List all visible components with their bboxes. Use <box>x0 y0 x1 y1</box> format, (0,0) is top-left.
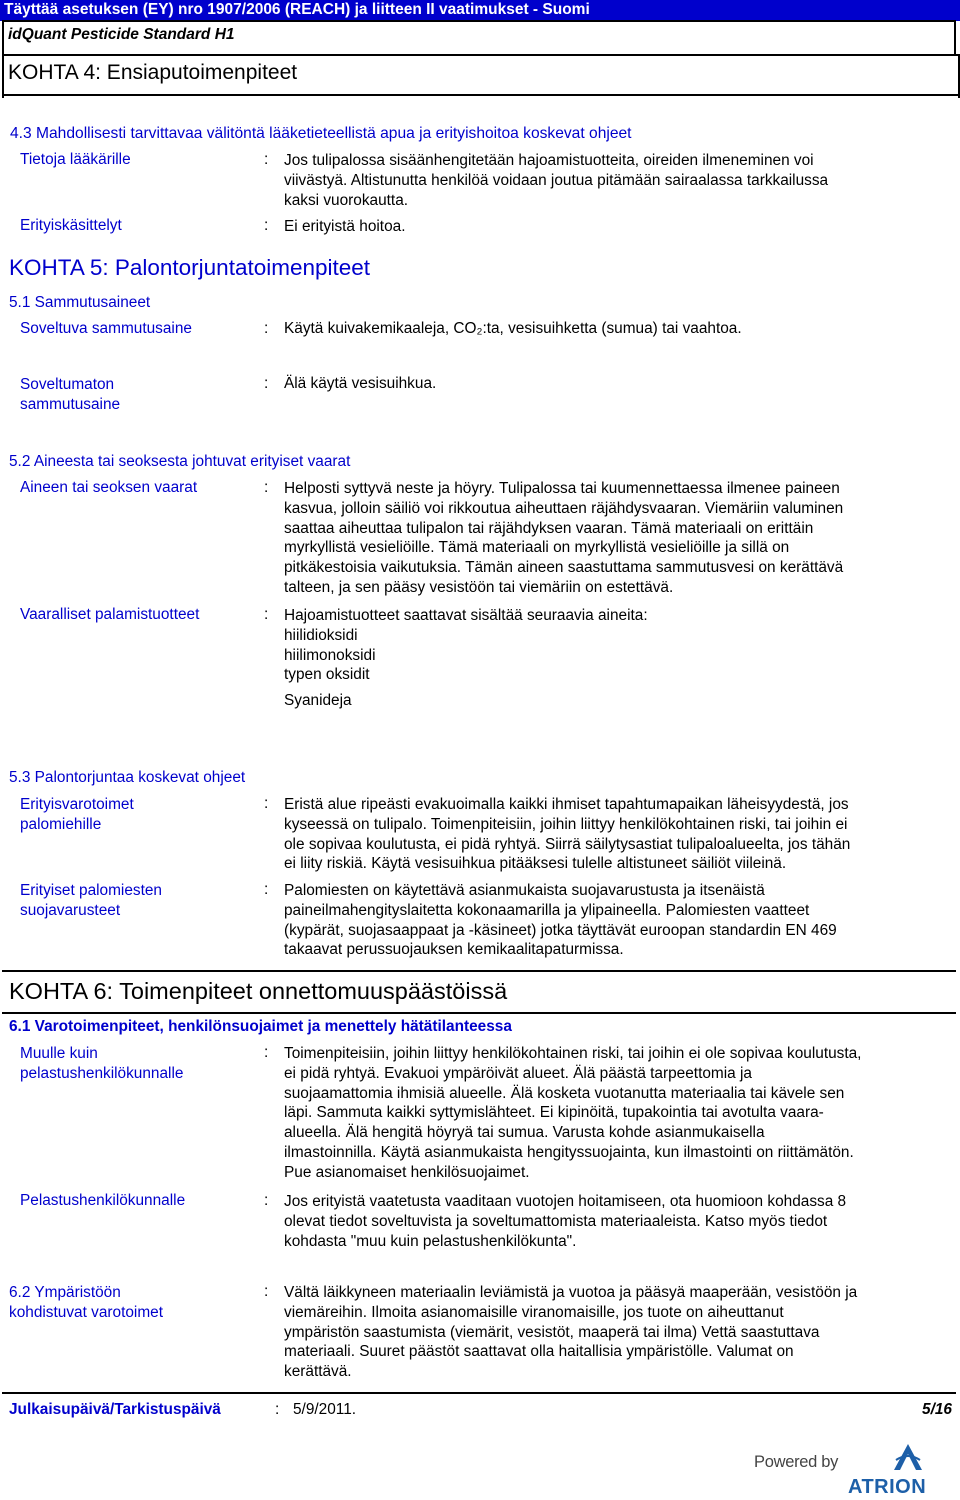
text-line: Pue asianomaiset henkilösuojaimet. <box>284 1163 530 1181</box>
hazards-label: Aineen tai seoksen vaarat <box>20 479 198 496</box>
text-line: Jos tulipalossa sisäänhengitetään hajoamistuotteita, oireiden ilmeneminen voi <box>284 152 814 169</box>
text-line: viemäreihin. Ilmoita asianomaisille viranomaisille, jos tuote on aiheuttanut <box>284 1303 784 1321</box>
label-line: palomiehille <box>20 815 102 833</box>
text-line: Toimenpiteisiin, joihin liittyy henkilökohtainen riski, tai joihin ei ole sopivaa koulutusta, <box>284 1045 862 1062</box>
specific-treatment-label: Erityiskäsittelyt <box>20 217 122 234</box>
text-line: Jos erityistä vaatetusta vaaditaan vuotojen hoitamiseen, ota huomioon kohdassa 8 <box>284 1193 847 1210</box>
text-line: Ei erityistä hoitoa. <box>284 218 406 235</box>
specific-treatment-colon: : <box>264 217 269 234</box>
text-line: kyseessä on tulipalo. Toimenpiteisiin, joihin liittyy henkilökohtainen riski, tai joihin ei <box>284 815 848 833</box>
text-line: myrkyllistä vesieliöille. Tämä materiaali on myrkyllistä vesieliöille ja sillä on <box>284 539 790 557</box>
text-line: kohdasta "muu kuin pelastushenkilökunta". <box>284 1232 577 1250</box>
footer-colon: : <box>275 1401 280 1418</box>
text-line: typen oksidit <box>284 666 370 684</box>
text-line: talteen, ja sen pääsy vesistöön tai viemäriin on estettävä. <box>284 578 674 596</box>
label-line: 6.2 Ympäristöön <box>9 1284 121 1301</box>
brand-name: ATRION <box>848 1476 927 1498</box>
firefighter-ppe-value <box>284 881 954 960</box>
label-line: kohdistuvat varotoimet <box>9 1303 163 1321</box>
text-line: alueella. Älä hengitä höyryä tai sumua. Varusta kohde asianmukaisella <box>284 1124 765 1142</box>
powered-by-label: Powered by <box>754 1453 839 1471</box>
text-line: ympäristön saastumista (viemärit, vesistöt, maaperä tai ilma) Vettä saastuttava <box>284 1323 820 1341</box>
regulation-header: Täyttää asetuksen (EY) nro 1907/2006 (REACH) ja liitteen II vaatimukset - Suomi <box>4 1 590 18</box>
text-line: pitkäkestoisia vaikutuksia. Tämän aineen saastuttama sammutusvesi on kerättävä <box>284 559 844 577</box>
environmental-label <box>9 1283 163 1323</box>
unsuitable-media-colon: : <box>264 375 269 392</box>
environmental-value <box>284 1283 954 1382</box>
combustion-value <box>284 606 954 685</box>
text-line: Eristä alue ripeästi evakuoimalla kaikki ihmiset tapahtumapaikan läheisyydestä, jos <box>284 796 849 813</box>
emergency-responders-colon: : <box>264 1192 269 1209</box>
firefighter-precautions-colon: : <box>264 795 269 812</box>
product-name: idQuant Pesticide Standard H1 <box>8 26 235 43</box>
suitable-media-colon: : <box>264 320 269 337</box>
emergency-responders-value <box>284 1192 954 1251</box>
section5-title: KOHTA 5: Palontorjuntatoimenpiteet <box>9 255 371 280</box>
text-line: ilmastoinnilla. Käytä asianmukaista hengityssuojainta, kun ilmastointi on riittämätön. <box>284 1143 854 1161</box>
non-emergency-value <box>284 1044 954 1183</box>
section6-sub1: 6.1 Varotoimenpiteet, henkilönsuojaimet ja menettely hätätilanteessa <box>9 1018 512 1035</box>
section5-sub3: 5.3 Palontorjuntaa koskevat ohjeet <box>9 769 246 786</box>
footer-page: 5/16 <box>922 1401 952 1418</box>
text-line: suojaamattomia ihmisiä alueelle. Älä kosketa vuotanutta materiaalia tai kävele sen <box>284 1084 845 1102</box>
label-line: pelastushenkilökunnalle <box>20 1064 184 1082</box>
text-line: läpi. Sammuta kaikki syttymislähteet. Ei kipinöitä, tupakointia tai avotulta vaara- <box>284 1104 824 1122</box>
combustion-colon: : <box>264 606 269 623</box>
non-emergency-label <box>20 1044 183 1084</box>
section4-title: KOHTA 4: Ensiaputoimenpiteet <box>8 61 298 84</box>
firefighter-ppe-label <box>20 881 162 921</box>
text-line: Vältä läikkyneen materiaalin leviämistä ja vuotoa ja pääsyä maaperään, vesistöön ja <box>284 1284 858 1301</box>
text-line: viivästyä. Altistunutta henkilöä voidaan joutua pitämään sairaalassa tarkkailussa <box>284 171 829 189</box>
footer-date: 5/9/2011. <box>293 1401 357 1418</box>
physician-notes-label: Tietoja lääkärille <box>20 151 131 168</box>
physician-notes-colon: : <box>264 151 269 168</box>
text-line: Helposti syttyvä neste ja höyry. Tulipalossa tai kuumennettaessa ilmenee paineen <box>284 480 840 497</box>
section6-title: KOHTA 6: Toimenpiteet onnettomuuspäästöissä <box>9 978 508 1004</box>
suitable-media-value: Käytä kuivakemikaaleja, CO₂:ta, vesisuihketta (sumua) tai vaahtoa. <box>284 320 742 337</box>
physician-notes-value <box>284 151 954 210</box>
label-line: Erityisvarotoimet <box>20 796 134 813</box>
text-line: saattaa aiheuttaa tulipalon tai räjähdyksen vaaran. Tämä materiaali on erittäin <box>284 519 814 537</box>
text-line: kasvua, jolloin säiliö voi rikkoutua aiheuttaen räjähdysvaaran. Viemäriin valuminen <box>284 499 844 517</box>
text-line: takaavat perussuojauksen kemikaalitapaturmissa. <box>284 941 624 959</box>
label-line: Erityiset palomiesten <box>20 882 162 899</box>
non-emergency-colon: : <box>264 1044 269 1061</box>
combustion-label: Vaaralliset palamistuotteet <box>20 606 200 623</box>
emergency-responders-label: Pelastushenkilökunnalle <box>20 1192 186 1209</box>
text-line: hiilidioksidi <box>284 626 358 644</box>
text-line: kaksi vuorokautta. <box>284 191 409 209</box>
specific-treatment-value <box>284 217 954 237</box>
text-line: Hajoamistuotteet saattavat sisältää seuraavia aineita: <box>284 607 648 624</box>
section4-subtitle: 4.3 Mahdollisesti tarvittavaa välitöntä lääketieteellistä apua ja erityishoitoa koskevat ohjeet <box>10 125 632 142</box>
text-line: ei liity riskiä. Käytä vesisuihkua pitääksesi tulelle altistuneet säiliöt viileinä. <box>284 855 787 873</box>
label-line: suojavarusteet <box>20 901 121 919</box>
hazards-colon: : <box>264 479 269 496</box>
unsuitable-media-value: Älä käytä vesisuihkua. <box>284 375 437 392</box>
label-line: Muulle kuin <box>20 1045 98 1062</box>
footer-rule <box>2 1392 956 1394</box>
unsuitable-media-label <box>20 375 120 415</box>
text-line: olevat tiedot soveltuvista ja soveltumattomista materiaaleista. Katso myös tiedot <box>284 1212 828 1230</box>
firefighter-ppe-colon: : <box>264 881 269 898</box>
text-line: paineilmahengityslaitetta kokonaamarilla ja ylipaineella. Palomiesten vaatteet <box>284 901 810 919</box>
text-line: ei pidä ryhtyä. Evakuoi ympäröivät alueet. Älä päästä tarpeettomia ja <box>284 1064 752 1082</box>
footer-date-label: Julkaisupäivä/Tarkistuspäivä <box>9 1401 221 1418</box>
text-line: hiilimonoksidi <box>284 646 376 664</box>
section4-divider <box>2 94 960 96</box>
label-line: Soveltumaton <box>20 376 115 393</box>
hazards-value <box>284 479 954 598</box>
environmental-colon: : <box>264 1283 269 1300</box>
text-line: ole sopivaa koulutusta, ei pidä ryhtyä. Siirrä säilytysastiat tulipaloalueelta, jos tähän <box>284 835 851 853</box>
firefighter-precautions-value <box>284 795 954 874</box>
firefighter-precautions-label <box>20 795 134 835</box>
text-line: materiaali. Suuret päästöt saattavat olla haitallisia ympäristölle. Valumat on <box>284 1343 794 1361</box>
text-line: (kypärät, suojasaappaat ja -käsineet) jotka täyttävät euroopan standardin EN 469 <box>284 921 837 939</box>
text-line: Palomiesten on käytettävä asianmukaista suojavarustusta ja itsenäistä <box>284 882 765 899</box>
combustion-extra: Syanideja <box>284 692 352 709</box>
section5-sub1: 5.1 Sammutusaineet <box>9 294 151 311</box>
suitable-media-label: Soveltuva sammutusaine <box>20 320 192 337</box>
section5-sub2: 5.2 Aineesta tai seoksesta johtuvat erityiset vaarat <box>9 453 351 470</box>
label-line: sammutusaine <box>20 395 121 413</box>
text-line: kerättävä. <box>284 1363 352 1381</box>
